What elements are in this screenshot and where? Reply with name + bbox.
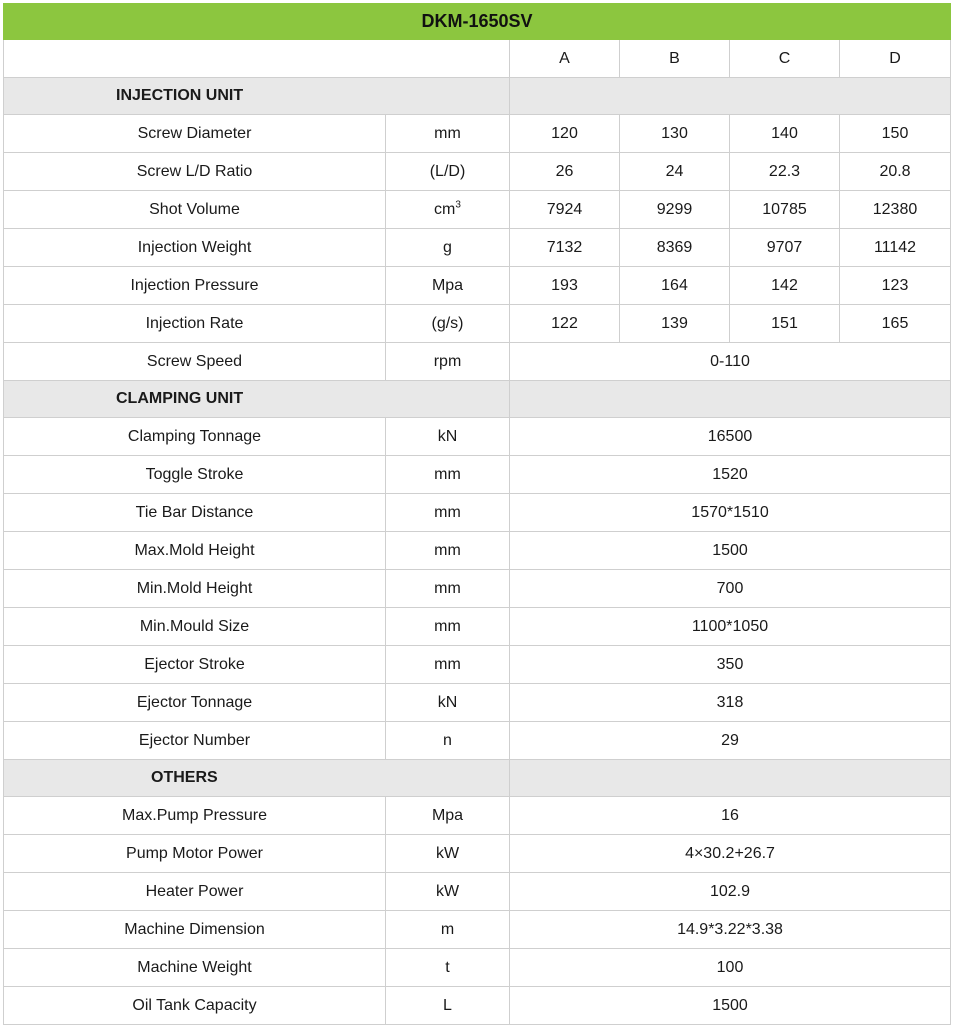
spec-name: Tie Bar Distance xyxy=(4,494,386,532)
section-header-row xyxy=(4,78,951,115)
spec-row xyxy=(4,987,951,1025)
spec-unit xyxy=(386,949,510,987)
spec-name: Max.Mold Height xyxy=(4,532,386,570)
spec-unit xyxy=(386,191,510,229)
spec-value: 29 xyxy=(510,722,951,760)
spec-value: 10785 xyxy=(730,191,840,229)
spec-value: 11142 xyxy=(840,229,951,267)
spec-value: 1100*1050 xyxy=(510,608,951,646)
section-header-fill xyxy=(510,381,951,418)
spec-unit xyxy=(386,797,510,835)
spec-value: 26 xyxy=(510,153,620,191)
spec-unit-text: m xyxy=(440,920,455,938)
spec-value: 151 xyxy=(730,305,840,343)
spec-unit xyxy=(386,343,510,381)
spec-value: 24 xyxy=(620,153,730,191)
spec-unit-text: mm xyxy=(434,541,461,559)
spec-value: 16 xyxy=(510,797,951,835)
spec-value: 7132 xyxy=(510,229,620,267)
spec-unit-text: mm xyxy=(434,465,461,483)
spec-value: 9299 xyxy=(620,191,730,229)
spec-unit xyxy=(386,418,510,456)
spec-value: 22.3 xyxy=(730,153,840,191)
spec-value: 1500 xyxy=(510,532,951,570)
spec-name: Min.Mold Height xyxy=(4,570,386,608)
section-header-row xyxy=(4,381,951,418)
spec-unit-superscript: 3 xyxy=(455,199,461,211)
spec-name: Min.Mould Size xyxy=(4,608,386,646)
spec-row xyxy=(4,873,951,911)
spec-value: 164 xyxy=(620,267,730,305)
spec-value: 1500 xyxy=(510,987,951,1025)
spec-name: Injection Pressure xyxy=(4,267,386,305)
spec-name: Shot Volume xyxy=(4,191,386,229)
spec-unit xyxy=(386,835,510,873)
spec-unit xyxy=(386,153,510,191)
spec-name: Ejector Number xyxy=(4,722,386,760)
spec-name: Injection Weight xyxy=(4,229,386,267)
spec-unit xyxy=(386,532,510,570)
spec-unit-text: n xyxy=(443,731,452,749)
spec-value: 102.9 xyxy=(510,873,951,911)
section-label: CLAMPING UNIT xyxy=(4,381,510,418)
column-header-c: C xyxy=(730,40,840,78)
spec-name: Clamping Tonnage xyxy=(4,418,386,456)
spec-table xyxy=(3,3,951,1025)
spec-value: 123 xyxy=(840,267,951,305)
spec-row xyxy=(4,494,951,532)
spec-unit-text: (g/s) xyxy=(431,314,464,332)
spec-value: 139 xyxy=(620,305,730,343)
spec-name: Screw L/D Ratio xyxy=(4,153,386,191)
spec-name: Screw Speed xyxy=(4,343,386,381)
spec-unit xyxy=(386,684,510,722)
spec-name: Machine Weight xyxy=(4,949,386,987)
spec-value: 165 xyxy=(840,305,951,343)
spec-unit-text: L xyxy=(443,996,452,1014)
spec-name: Ejector Stroke xyxy=(4,646,386,684)
spec-name: Max.Pump Pressure xyxy=(4,797,386,835)
column-header-row xyxy=(4,40,951,78)
spec-unit xyxy=(386,229,510,267)
section-header-fill xyxy=(510,78,951,115)
spec-name: Injection Rate xyxy=(4,305,386,343)
spec-row xyxy=(4,267,951,305)
spec-name: Oil Tank Capacity xyxy=(4,987,386,1025)
spec-unit xyxy=(386,305,510,343)
spec-unit xyxy=(386,608,510,646)
spec-value: 142 xyxy=(730,267,840,305)
section-header-fill xyxy=(510,760,951,797)
spec-name: Heater Power xyxy=(4,873,386,911)
spec-value: 318 xyxy=(510,684,951,722)
spec-value: 7924 xyxy=(510,191,620,229)
spec-name: Machine Dimension xyxy=(4,911,386,949)
spec-row xyxy=(4,646,951,684)
spec-unit xyxy=(386,570,510,608)
section-label: INJECTION UNIT xyxy=(4,78,510,115)
spec-unit-text: kN xyxy=(437,427,458,445)
spec-unit-text: t xyxy=(445,958,450,976)
spec-row xyxy=(4,911,951,949)
spec-unit xyxy=(386,911,510,949)
spec-value: 150 xyxy=(840,115,951,153)
spec-unit xyxy=(386,267,510,305)
spec-row xyxy=(4,418,951,456)
column-header-blank xyxy=(4,40,510,78)
spec-row xyxy=(4,343,951,381)
section-label: OTHERS xyxy=(4,760,510,797)
spec-value: 8369 xyxy=(620,229,730,267)
spec-unit-text: rpm xyxy=(433,352,462,370)
spec-row xyxy=(4,835,951,873)
spec-unit-text: mm xyxy=(434,503,461,521)
spec-value: 140 xyxy=(730,115,840,153)
spec-row xyxy=(4,115,951,153)
spec-unit-text: g xyxy=(443,238,452,256)
spec-unit-text: mm xyxy=(434,617,461,635)
spec-unit-text: Mpa xyxy=(431,276,464,294)
spec-unit xyxy=(386,494,510,532)
spec-value: 193 xyxy=(510,267,620,305)
spec-value: 14.9*3.22*3.38 xyxy=(510,911,951,949)
spec-unit-text: (L/D) xyxy=(429,162,466,180)
spec-row xyxy=(4,305,951,343)
spec-row xyxy=(4,191,951,229)
spec-unit xyxy=(386,456,510,494)
section-header-row xyxy=(4,760,951,797)
spec-row xyxy=(4,532,951,570)
spec-value: 16500 xyxy=(510,418,951,456)
spec-row xyxy=(4,949,951,987)
spec-unit xyxy=(386,646,510,684)
spec-value: 120 xyxy=(510,115,620,153)
spec-value: 9707 xyxy=(730,229,840,267)
spec-row xyxy=(4,797,951,835)
spec-name: Pump Motor Power xyxy=(4,835,386,873)
spec-row xyxy=(4,722,951,760)
spec-value: 0-110 xyxy=(510,343,951,381)
spec-unit-text: Mpa xyxy=(431,806,464,824)
column-header-d: D xyxy=(840,40,951,78)
spec-name: Toggle Stroke xyxy=(4,456,386,494)
spec-value: 1520 xyxy=(510,456,951,494)
spec-unit-text: mm xyxy=(434,124,461,142)
spec-unit-text: kN xyxy=(437,693,458,711)
spec-unit-text: cm xyxy=(434,200,456,218)
spec-unit xyxy=(386,873,510,911)
spec-value: 4×30.2+26.7 xyxy=(510,835,951,873)
spec-row xyxy=(4,229,951,267)
spec-row xyxy=(4,684,951,722)
spec-value: 122 xyxy=(510,305,620,343)
spec-row xyxy=(4,153,951,191)
spec-value: 20.8 xyxy=(840,153,951,191)
spec-row xyxy=(4,570,951,608)
spec-value: 130 xyxy=(620,115,730,153)
spec-unit xyxy=(386,987,510,1025)
spec-unit-text: mm xyxy=(434,579,461,597)
spec-row xyxy=(4,456,951,494)
spec-unit-text: mm xyxy=(434,655,461,673)
column-header-a: A xyxy=(510,40,620,78)
table-title: DKM-1650SV xyxy=(4,4,951,40)
spec-unit-text: kW xyxy=(435,844,460,862)
spec-name: Ejector Tonnage xyxy=(4,684,386,722)
spec-unit xyxy=(386,722,510,760)
spec-value: 700 xyxy=(510,570,951,608)
spec-name: Screw Diameter xyxy=(4,115,386,153)
spec-row xyxy=(4,608,951,646)
spec-value: 12380 xyxy=(840,191,951,229)
spec-value: 1570*1510 xyxy=(510,494,951,532)
spec-sheet xyxy=(3,3,950,1025)
spec-value: 100 xyxy=(510,949,951,987)
spec-unit xyxy=(386,115,510,153)
column-header-b: B xyxy=(620,40,730,78)
spec-unit-text: kW xyxy=(435,882,460,900)
spec-value: 350 xyxy=(510,646,951,684)
